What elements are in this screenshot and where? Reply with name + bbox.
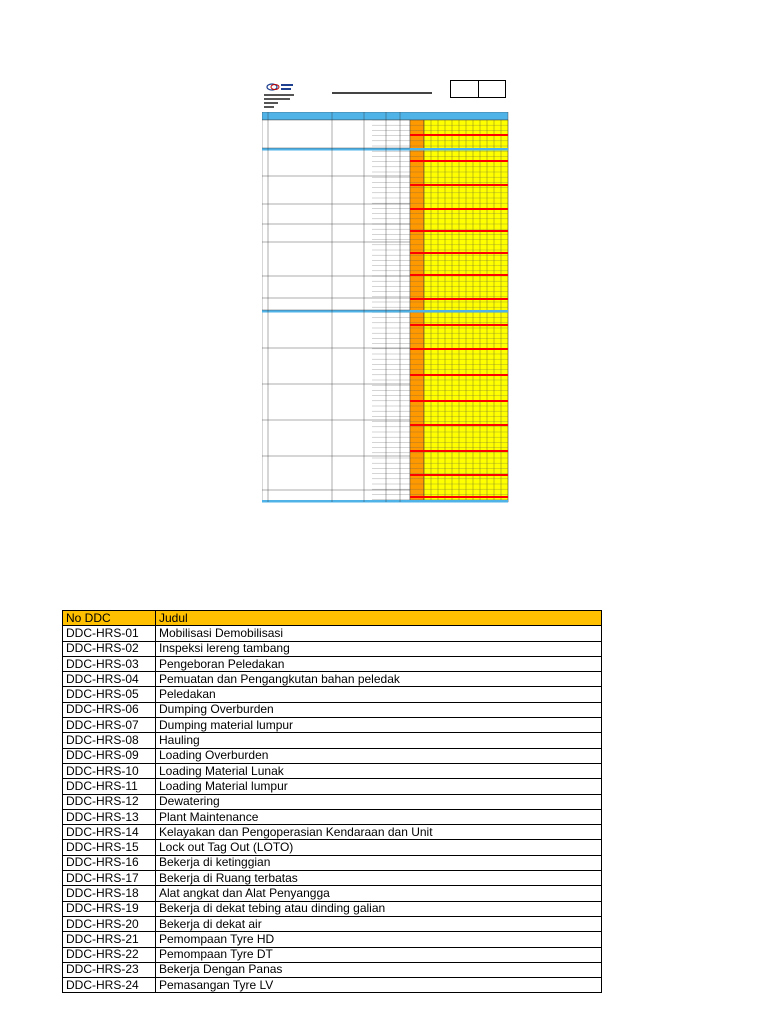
ddc-title-cell: Plant Maintenance — [156, 809, 602, 824]
ddc-number-cell: DDC-HRS-21 — [63, 932, 156, 947]
ddc-title-cell: Alat angkat dan Alat Penyangga — [156, 886, 602, 901]
table-row — [63, 916, 602, 931]
ddc-title-cell: Pemasangan Tyre LV — [156, 978, 602, 993]
table-row — [63, 702, 602, 717]
mini-meta-line — [264, 98, 290, 100]
table-row — [63, 840, 602, 855]
mini-red-strip — [410, 424, 508, 426]
ddc-number-cell: DDC-HRS-22 — [63, 947, 156, 962]
ddc-number-cell: DDC-HRS-24 — [63, 978, 156, 993]
table-row — [63, 962, 602, 977]
table-row — [63, 733, 602, 748]
mini-section-band — [262, 310, 508, 313]
ddc-number-cell: DDC-HRS-01 — [63, 626, 156, 641]
mini-header-box — [450, 80, 506, 98]
table-row — [63, 779, 602, 794]
ddc-title-cell: Dumping Overburden — [156, 702, 602, 717]
ddc-title-cell: Inspeksi lereng tambang — [156, 641, 602, 656]
mini-red-strip — [410, 208, 508, 210]
mini-red-strip — [410, 160, 508, 162]
ddc-number-cell: DDC-HRS-15 — [63, 840, 156, 855]
mini-meta-line — [264, 94, 294, 96]
ddc-number-cell: DDC-HRS-16 — [63, 855, 156, 870]
table-row — [63, 855, 602, 870]
table-row — [63, 763, 602, 778]
table-header-row — [63, 611, 602, 626]
mini-red-strip — [410, 324, 508, 326]
ddc-number-cell: DDC-HRS-19 — [63, 901, 156, 916]
ddc-number-cell: DDC-HRS-07 — [63, 718, 156, 733]
ddc-title-cell: Pemuatan dan Pengangkutan bahan peledak — [156, 672, 602, 687]
table-row — [63, 886, 602, 901]
mini-section-band — [262, 500, 508, 503]
mini-header-band — [262, 112, 508, 120]
mini-red-strip — [410, 134, 508, 136]
mini-meta-line — [264, 102, 278, 104]
table-row — [63, 809, 602, 824]
ddc-title-cell: Bekerja di dekat air — [156, 916, 602, 931]
ddc-number-cell: DDC-HRS-08 — [63, 733, 156, 748]
ddc-number-cell: DDC-HRS-05 — [63, 687, 156, 702]
table-row — [63, 978, 602, 993]
mini-red-strip — [410, 252, 508, 254]
table-row — [63, 687, 602, 702]
ddc-title-cell: Bekerja di Ruang terbatas — [156, 871, 602, 886]
mini-grid — [262, 112, 510, 506]
mini-red-strip — [410, 230, 508, 232]
monitoring-sheet-thumbnail — [262, 78, 510, 506]
ddc-number-cell: DDC-HRS-17 — [63, 871, 156, 886]
ddc-title-cell: Kelayakan dan Pengoperasian Kendaraan dan Unit — [156, 825, 602, 840]
ddc-title-cell: Pemompaan Tyre DT — [156, 947, 602, 962]
ddc-title-cell: Bekerja Dengan Panas — [156, 962, 602, 977]
ddc-number-cell: DDC-HRS-06 — [63, 702, 156, 717]
table-row — [63, 794, 602, 809]
mini-red-strip — [410, 274, 508, 276]
table-row — [63, 656, 602, 671]
ddc-number-cell: DDC-HRS-12 — [63, 794, 156, 809]
ddc-title-cell: Loading Material lumpur — [156, 779, 602, 794]
mini-red-strip — [410, 496, 508, 498]
ddc-number-cell: DDC-HRS-03 — [63, 656, 156, 671]
mini-meta-line — [264, 106, 274, 108]
ddc-number-cell: DDC-HRS-02 — [63, 641, 156, 656]
table-row — [63, 825, 602, 840]
ddc-number-cell: DDC-HRS-11 — [63, 779, 156, 794]
table-row — [63, 672, 602, 687]
ddc-title-cell: Lock out Tag Out (LOTO) — [156, 840, 602, 855]
mini-red-strip — [410, 400, 508, 402]
ddc-table-body — [63, 626, 602, 993]
ddc-title-cell: Bekerja di dekat tebing atau dinding galian — [156, 901, 602, 916]
ddc-number-cell: DDC-HRS-10 — [63, 763, 156, 778]
mini-red-strip — [410, 184, 508, 186]
ddc-number-cell: DDC-HRS-13 — [63, 809, 156, 824]
ddc-number-cell: DDC-HRS-20 — [63, 916, 156, 931]
mini-section-band — [262, 148, 508, 151]
ddc-title-cell: Bekerja di ketinggian — [156, 855, 602, 870]
table-row — [63, 626, 602, 641]
mini-title — [332, 92, 432, 94]
ddc-title-cell: Mobilisasi Demobilisasi — [156, 626, 602, 641]
table-row — [63, 901, 602, 916]
ddc-number-cell: DDC-HRS-04 — [63, 672, 156, 687]
ddc-title-cell: Loading Overburden — [156, 748, 602, 763]
ddc-title-cell: Pengeboran Peledakan — [156, 656, 602, 671]
ddc-title-cell: Pemompaan Tyre HD — [156, 932, 602, 947]
table-row — [63, 718, 602, 733]
ddc-title-cell: Hauling — [156, 733, 602, 748]
ddc-title-cell: Dumping material lumpur — [156, 718, 602, 733]
mini-red-strip — [410, 348, 508, 350]
ddc-number-cell: DDC-HRS-14 — [63, 825, 156, 840]
mini-red-strip — [410, 450, 508, 452]
table-row — [63, 641, 602, 656]
table-row — [63, 871, 602, 886]
header-no-ddc: No DDC — [63, 611, 156, 626]
ddc-table — [62, 610, 602, 993]
ddc-number-cell: DDC-HRS-18 — [63, 886, 156, 901]
ddc-number-cell: DDC-HRS-09 — [63, 748, 156, 763]
ddc-title-cell: Loading Material Lunak — [156, 763, 602, 778]
mini-red-strip — [410, 474, 508, 476]
company-logo-icon — [266, 82, 306, 92]
ddc-number-cell: DDC-HRS-23 — [63, 962, 156, 977]
table-row — [63, 932, 602, 947]
ddc-title-cell: Dewatering — [156, 794, 602, 809]
table-row — [63, 748, 602, 763]
ddc-title-cell: Peledakan — [156, 687, 602, 702]
header-judul: Judul — [156, 611, 602, 626]
mini-red-strip — [410, 298, 508, 300]
mini-red-strip — [410, 374, 508, 376]
table-row — [63, 947, 602, 962]
